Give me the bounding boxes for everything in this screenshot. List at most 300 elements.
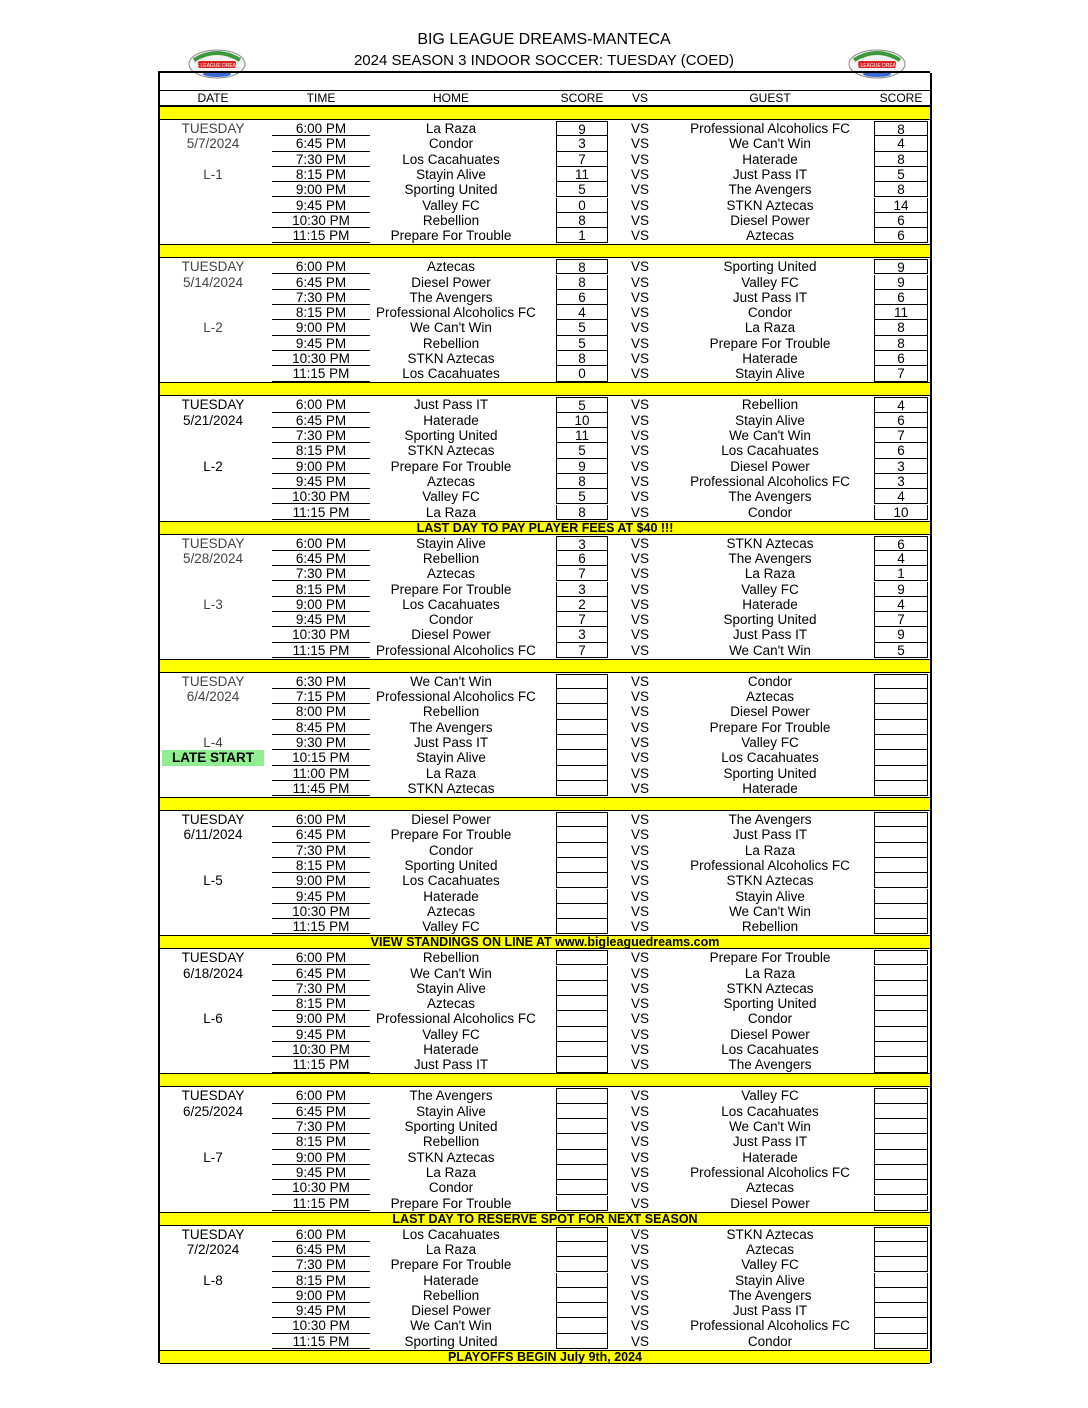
vs-label: VS <box>630 980 649 996</box>
guest-team: Professional Alcoholics FC <box>690 121 850 136</box>
game-row <box>160 1180 930 1195</box>
guest-score <box>874 919 928 934</box>
guest-team: We Can't Win <box>729 136 811 152</box>
home-team: Sporting United <box>404 182 498 198</box>
guest-score: 9 <box>874 275 928 290</box>
home-score <box>556 1318 608 1333</box>
guest-score: 6 <box>874 351 928 366</box>
date-label <box>160 428 266 443</box>
game-time: 9:00 PM <box>266 182 376 197</box>
game-row <box>160 536 930 551</box>
guest-score: 14 <box>874 198 928 213</box>
guest-team: Just Pass IT <box>732 166 808 182</box>
guest-team: Condor <box>747 305 793 321</box>
home-team: Prepare For Trouble <box>390 228 512 244</box>
guest-team: Los Cacahuates <box>721 1103 819 1119</box>
game-time: 9:45 PM <box>266 889 376 904</box>
date-label: 5/14/2024 <box>182 274 244 290</box>
guest-score: 5 <box>874 643 928 658</box>
game-time: 6:00 PM <box>266 121 376 136</box>
home-team: Stayin Alive <box>416 750 486 766</box>
home-score <box>556 766 608 781</box>
vs-label: VS <box>630 182 649 198</box>
home-team: Professional Alcoholics FC <box>376 305 536 321</box>
home-score <box>556 889 608 904</box>
vs-label: VS <box>630 965 649 981</box>
game-row <box>160 551 930 566</box>
guest-score <box>874 1057 928 1072</box>
game-row <box>160 1227 930 1242</box>
game-time: 6:45 PM <box>266 413 376 428</box>
game-time: 8:15 PM <box>266 305 376 320</box>
vs-label: VS <box>630 1026 649 1042</box>
home-score: 7 <box>556 566 608 581</box>
home-team: Prepare For Trouble <box>390 581 512 597</box>
home-team: Prepare For Trouble <box>390 827 512 843</box>
home-score <box>556 1303 608 1318</box>
guest-team: Valley FC <box>741 581 799 597</box>
date-label: TUESDAY <box>181 535 245 551</box>
guest-team: Haterade <box>742 596 798 612</box>
guest-score <box>874 674 928 689</box>
vs-label: VS <box>630 136 649 152</box>
vs-label: VS <box>630 873 649 889</box>
date-label <box>160 1180 266 1195</box>
game-row <box>160 1119 930 1134</box>
vs-label: VS <box>630 1088 649 1104</box>
home-team: We Can't Win <box>410 965 492 981</box>
home-team: Just Pass IT <box>413 1057 489 1073</box>
home-team: Just Pass IT <box>413 735 489 750</box>
vs-label: VS <box>630 212 649 228</box>
home-team: Stayin Alive <box>416 535 486 551</box>
guest-team: We Can't Win <box>729 428 811 443</box>
guest-team: Valley FC <box>741 735 799 750</box>
guest-team: Haterade <box>742 1149 798 1165</box>
game-time: 7:15 PM <box>266 689 376 704</box>
date-label <box>160 781 266 796</box>
home-team: La Raza <box>425 765 477 781</box>
date-label <box>160 704 266 719</box>
week-banner: VIEW STANDINGS ON LINE AT www.bigleaguedreams.com <box>160 935 930 949</box>
home-score <box>556 689 608 704</box>
game-row <box>160 566 930 581</box>
guest-team: Los Cacahuates <box>721 1042 819 1057</box>
game-row <box>160 413 930 428</box>
date-label <box>160 351 266 366</box>
home-score <box>556 1257 608 1272</box>
guest-team: Aztecas <box>745 1180 795 1196</box>
home-team: Aztecas <box>426 259 476 275</box>
guest-score <box>874 1088 928 1103</box>
game-row <box>160 1303 930 1318</box>
date-label <box>160 1334 266 1349</box>
guest-team: La Raza <box>744 842 796 858</box>
home-score: 9 <box>556 459 608 474</box>
guest-team: Just Pass IT <box>732 1303 808 1319</box>
guest-score <box>874 1196 928 1211</box>
date-label <box>160 1027 266 1042</box>
game-time: 9:30 PM <box>266 735 376 750</box>
home-score <box>556 858 608 873</box>
home-team: We Can't Win <box>410 1318 492 1334</box>
date-label <box>160 720 266 735</box>
guest-team: Just Pass IT <box>732 289 808 305</box>
vs-label: VS <box>630 366 649 382</box>
guest-score <box>874 966 928 981</box>
home-team: Stayin Alive <box>416 166 486 182</box>
date-label: 6/11/2024 <box>183 827 243 843</box>
game-row <box>160 397 930 412</box>
date-label <box>160 474 266 489</box>
game-row <box>160 1150 930 1165</box>
guest-team: The Avengers <box>728 489 812 505</box>
vs-label: VS <box>630 1272 649 1288</box>
game-time: 6:45 PM <box>266 1242 376 1257</box>
game-time: 8:15 PM <box>266 996 376 1011</box>
vs-label: VS <box>630 1257 649 1273</box>
vs-label: VS <box>630 642 649 658</box>
guest-team: Condor <box>747 673 793 689</box>
home-score <box>556 1334 608 1349</box>
date-label <box>160 1196 266 1211</box>
home-team: Aztecas <box>426 903 476 919</box>
date-label <box>160 366 266 381</box>
guest-score <box>874 1334 928 1349</box>
home-score: 3 <box>556 627 608 642</box>
vs-label: VS <box>630 780 649 796</box>
game-row <box>160 1027 930 1042</box>
game-time: 8:15 PM <box>266 167 376 182</box>
home-score: 8 <box>556 275 608 290</box>
date-label <box>160 843 266 858</box>
home-team: Aztecas <box>426 473 476 489</box>
home-score: 11 <box>556 428 608 443</box>
home-score <box>556 873 608 888</box>
game-row <box>160 459 930 474</box>
guest-score <box>874 827 928 842</box>
guest-score <box>874 735 928 750</box>
guest-team: Valley FC <box>741 1257 799 1273</box>
final-banner: PLAYOFFS BEGIN July 9th, 2024 <box>160 1350 930 1364</box>
date-label <box>160 1303 266 1318</box>
date-label: 7/2/2024 <box>186 1241 240 1257</box>
date-label: L-1 <box>203 166 223 182</box>
home-score <box>556 1057 608 1072</box>
week-separator-bar <box>160 382 930 396</box>
home-score <box>556 827 608 842</box>
guest-team: Diesel Power <box>730 1026 810 1042</box>
guest-team: Los Cacahuates <box>721 750 819 766</box>
game-time: 6:00 PM <box>266 536 376 551</box>
home-score: 8 <box>556 259 608 274</box>
guest-score: 8 <box>874 121 928 136</box>
guest-score: 7 <box>874 428 928 443</box>
date-label <box>160 1042 266 1057</box>
vs-label: VS <box>630 1011 649 1027</box>
guest-score: 4 <box>874 489 928 504</box>
game-row <box>160 336 930 351</box>
game-time: 8:15 PM <box>266 443 376 458</box>
date-label: TUESDAY <box>181 1088 245 1104</box>
guest-score: 4 <box>874 551 928 566</box>
home-score <box>556 1011 608 1026</box>
vs-label: VS <box>630 827 649 843</box>
home-team: La Raza <box>425 121 477 136</box>
guest-score <box>874 1134 928 1149</box>
date-label: TUESDAY <box>181 397 245 413</box>
game-time: 10:30 PM <box>266 627 376 642</box>
game-time: 11:15 PM <box>266 366 376 381</box>
vs-label: VS <box>630 1241 649 1257</box>
home-score: 3 <box>556 582 608 597</box>
guest-score <box>874 858 928 873</box>
home-score <box>556 1180 608 1195</box>
game-time: 9:00 PM <box>266 1150 376 1165</box>
game-row <box>160 366 930 381</box>
home-team: Sporting United <box>404 1333 498 1349</box>
home-team: STKN Aztecas <box>407 780 495 796</box>
home-team: Valley FC <box>422 489 480 505</box>
game-row <box>160 597 930 612</box>
date-label: TUESDAY <box>181 673 245 689</box>
game-time: 7:30 PM <box>266 152 376 167</box>
game-row <box>160 827 930 842</box>
game-row <box>160 152 930 167</box>
home-team: Haterade <box>423 412 479 428</box>
guest-team: Los Cacahuates <box>721 443 819 459</box>
guest-team: Stayin Alive <box>735 366 805 382</box>
home-score: 11 <box>556 167 608 182</box>
game-time: 6:45 PM <box>266 827 376 842</box>
home-team: Professional Alcoholics FC <box>376 689 536 705</box>
game-row <box>160 1104 930 1119</box>
game-row <box>160 873 930 888</box>
date-label: 6/25/2024 <box>182 1103 244 1119</box>
game-time: 7:30 PM <box>266 566 376 581</box>
game-row <box>160 750 930 765</box>
home-team: Stayin Alive <box>416 980 486 996</box>
date-label: L-6 <box>203 1011 223 1027</box>
guest-score: 6 <box>874 413 928 428</box>
game-time: 11:15 PM <box>266 919 376 934</box>
guest-score: 8 <box>874 336 928 351</box>
vs-label: VS <box>630 151 649 167</box>
vs-label: VS <box>630 919 649 935</box>
guest-team: Sporting United <box>723 765 817 781</box>
guest-score <box>874 1303 928 1318</box>
vs-label: VS <box>630 428 649 443</box>
game-time: 10:30 PM <box>266 1042 376 1057</box>
home-team: Diesel Power <box>411 274 491 290</box>
game-time: 9:45 PM <box>266 198 376 213</box>
date-label <box>160 336 266 351</box>
game-row <box>160 843 930 858</box>
guest-team: Rebellion <box>741 397 799 413</box>
game-time: 10:30 PM <box>266 489 376 504</box>
guest-score: 4 <box>874 136 928 151</box>
guest-score: 6 <box>874 213 928 228</box>
home-team: Haterade <box>423 1272 479 1288</box>
vs-label: VS <box>630 228 649 244</box>
game-time: 9:45 PM <box>266 1165 376 1180</box>
game-time: 10:30 PM <box>266 1318 376 1333</box>
game-row <box>160 136 930 151</box>
home-team: Prepare For Trouble <box>390 1195 512 1211</box>
guest-score: 8 <box>874 182 928 197</box>
game-row <box>160 505 930 520</box>
game-time: 6:30 PM <box>266 674 376 689</box>
week-separator-bar <box>160 106 930 120</box>
game-row <box>160 351 930 366</box>
home-team: Condor <box>428 1180 474 1196</box>
guest-score <box>874 981 928 996</box>
guest-score <box>874 1257 928 1272</box>
guest-score <box>874 689 928 704</box>
game-time: 9:00 PM <box>266 1011 376 1026</box>
guest-team: We Can't Win <box>729 642 811 658</box>
home-team: We Can't Win <box>410 673 492 689</box>
date-label <box>160 228 266 243</box>
home-score: 8 <box>556 213 608 228</box>
home-score <box>556 1042 608 1057</box>
date-label: L-4 <box>203 735 223 750</box>
game-time: 6:00 PM <box>266 812 376 827</box>
date-label <box>160 1257 266 1272</box>
game-row <box>160 919 930 934</box>
vs-label: VS <box>630 504 649 520</box>
date-label <box>160 290 266 305</box>
game-time: 10:30 PM <box>266 351 376 366</box>
home-team: Condor <box>428 842 474 858</box>
vs-label: VS <box>630 689 649 705</box>
guest-team: Condor <box>747 504 793 520</box>
vs-label: VS <box>630 1057 649 1073</box>
vs-label: VS <box>630 735 649 750</box>
guest-score <box>874 1273 928 1288</box>
home-score: 5 <box>556 182 608 197</box>
home-team: Rebellion <box>422 212 480 228</box>
guest-team: Sporting United <box>723 996 817 1012</box>
date-label <box>160 1057 266 1072</box>
home-score <box>556 1119 608 1134</box>
week-banner: LAST DAY TO PAY PLAYER FEES AT $40 !!! <box>160 521 930 535</box>
home-team: Rebellion <box>422 950 480 966</box>
date-label <box>160 1134 266 1149</box>
guest-score: 8 <box>874 152 928 167</box>
home-score <box>556 1027 608 1042</box>
home-score: 3 <box>556 536 608 551</box>
game-row <box>160 305 930 320</box>
game-time: 9:45 PM <box>266 612 376 627</box>
home-team: Stayin Alive <box>416 1103 486 1119</box>
date-label: L-7 <box>203 1149 223 1165</box>
game-row <box>160 1196 930 1211</box>
home-team: Los Cacahuates <box>402 1226 500 1242</box>
game-row <box>160 1011 930 1026</box>
home-team: The Avengers <box>409 719 493 735</box>
game-row <box>160 259 930 274</box>
date-label <box>160 1318 266 1333</box>
home-score: 9 <box>556 121 608 136</box>
vs-label: VS <box>630 1042 649 1057</box>
vs-label: VS <box>630 458 649 474</box>
guest-team: Professional Alcoholics FC <box>690 857 850 873</box>
guest-score: 6 <box>874 228 928 243</box>
game-row <box>160 474 930 489</box>
game-time: 9:45 PM <box>266 1027 376 1042</box>
guest-score <box>874 904 928 919</box>
guest-team: Stayin Alive <box>735 412 805 428</box>
guest-team: The Avengers <box>728 1057 812 1073</box>
date-label <box>160 443 266 458</box>
game-row <box>160 443 930 458</box>
vs-label: VS <box>630 1134 649 1150</box>
guest-team: The Avengers <box>728 550 812 566</box>
game-time: 9:00 PM <box>266 320 376 335</box>
guest-score: 5 <box>874 167 928 182</box>
vs-label: VS <box>630 1103 649 1119</box>
home-team: Condor <box>428 136 474 152</box>
home-score: 0 <box>556 366 608 381</box>
vs-label: VS <box>630 750 649 766</box>
game-row <box>160 1057 930 1072</box>
guest-team: Haterade <box>742 780 798 796</box>
home-team: STKN Aztecas <box>407 351 495 366</box>
home-team: The Avengers <box>409 1088 493 1104</box>
vs-label: VS <box>630 627 649 643</box>
home-team: We Can't Win <box>410 320 492 336</box>
game-row <box>160 674 930 689</box>
guest-team: Diesel Power <box>730 212 810 228</box>
week-separator-bar <box>160 1073 930 1087</box>
guest-score <box>874 1165 928 1180</box>
game-time: 6:45 PM <box>266 136 376 151</box>
guest-team: La Raza <box>744 566 796 582</box>
game-time: 9:00 PM <box>266 1288 376 1303</box>
guest-score: 4 <box>874 597 928 612</box>
date-label: L-5 <box>203 873 223 889</box>
date-label <box>160 305 266 320</box>
home-team: Rebellion <box>422 335 480 351</box>
guest-score: 6 <box>874 536 928 551</box>
home-team: Rebellion <box>422 1287 480 1303</box>
guest-team: Stayin Alive <box>735 1272 805 1288</box>
guest-team: Aztecas <box>745 228 795 244</box>
vs-label: VS <box>630 305 649 321</box>
guest-team: Rebellion <box>741 919 799 935</box>
date-label: L-2 <box>203 320 223 336</box>
guest-score: 9 <box>874 582 928 597</box>
game-time: 8:15 PM <box>266 1134 376 1149</box>
guest-score: 6 <box>874 290 928 305</box>
guest-team: Diesel Power <box>730 704 810 720</box>
guest-team: Prepare For Trouble <box>709 950 831 966</box>
home-team: Sporting United <box>404 857 498 873</box>
date-label: TUESDAY <box>181 259 245 275</box>
guest-score: 8 <box>874 320 928 335</box>
home-score <box>556 919 608 934</box>
game-row <box>160 627 930 642</box>
game-time: 9:45 PM <box>266 336 376 351</box>
guest-score <box>874 1011 928 1026</box>
date-label <box>160 489 266 504</box>
game-time: 9:45 PM <box>266 474 376 489</box>
game-time: 7:30 PM <box>266 1257 376 1272</box>
game-row <box>160 1288 930 1303</box>
game-time: 8:15 PM <box>266 582 376 597</box>
home-team: Diesel Power <box>411 812 491 827</box>
